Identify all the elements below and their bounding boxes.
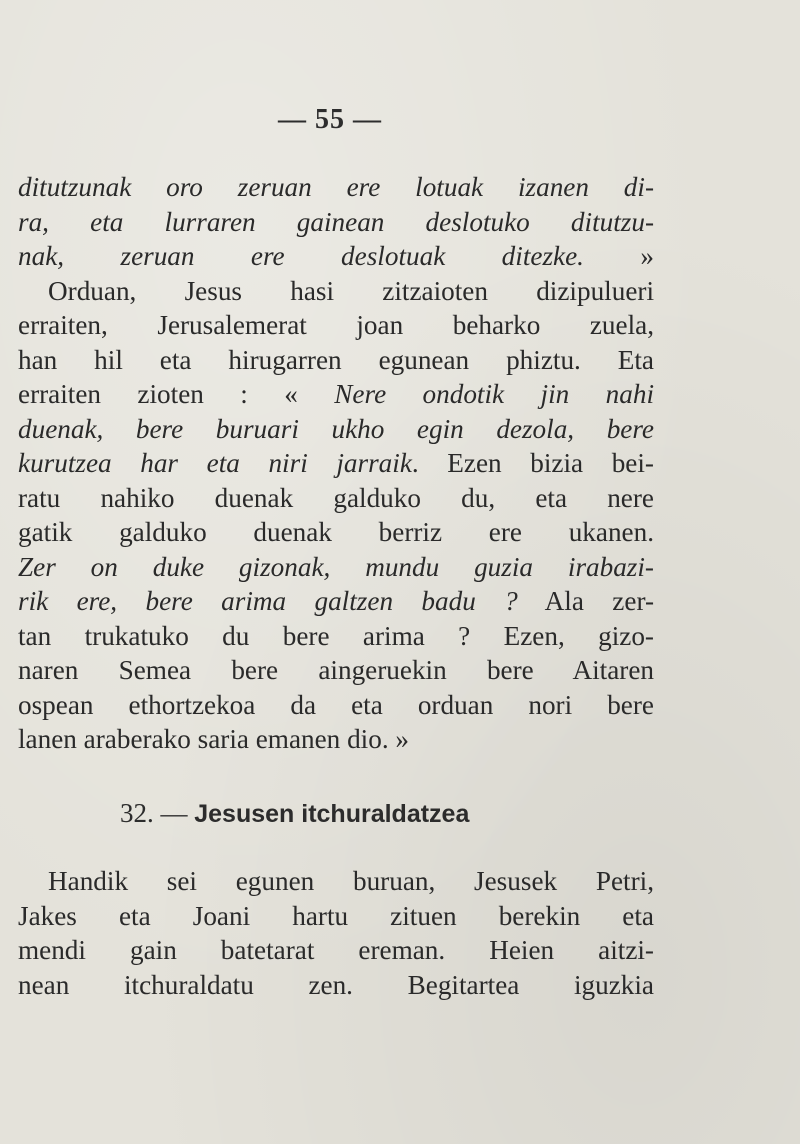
- italic-text: rik ere, bere arima galtzen badu ?: [18, 586, 518, 616]
- text-segment: han hil eta hirugarren egunean phiztu. Eta: [18, 344, 654, 375]
- italic-text: duenak, bere buruari ukho egin dezola, bere: [18, 413, 654, 444]
- italic-text: ra, eta lurraren gainean deslotuko ditutzu-: [18, 206, 654, 237]
- text-segment: naren Semea bere aingeruekin bere Aitaren: [18, 655, 654, 685]
- text-line: [18, 722, 654, 757]
- text-line: [18, 584, 654, 619]
- paragraph-2: [18, 864, 654, 1002]
- text-segment: erraiten, Jerusalemerat joan beharko zuela,: [18, 310, 654, 340]
- text-line: [18, 688, 654, 723]
- text-segment: Ala zer-: [517, 586, 655, 616]
- text-segment: tan trukatuko du bere arima ? Ezen, gizo-: [18, 620, 654, 651]
- text-line: [18, 308, 654, 343]
- text-segment: Orduan, Jesus hasi zitzaioten dizipulueri: [48, 275, 654, 306]
- text-segment: gatik galduko duenak berriz ere ukanen.: [18, 517, 654, 547]
- text-segment: Handik sei egunen buruan, Jesusek Petri,: [48, 866, 654, 896]
- text-line: [18, 899, 654, 934]
- text-line: [18, 619, 654, 654]
- text-line: [18, 864, 654, 899]
- text-segment: . Ezen bizia bei-: [411, 448, 654, 478]
- text-line: [18, 343, 654, 378]
- text-line: [18, 933, 654, 968]
- text-line: [18, 653, 654, 688]
- text-segment: erraiten zioten : «: [18, 379, 335, 409]
- italic-text: Zer on duke gizonak, mundu guzia irabazi-: [18, 551, 654, 582]
- text-segment: Jakes eta Joani hartu zituen berekin eta: [18, 900, 654, 931]
- page-number: — 55 —: [278, 104, 382, 135]
- section-title: Jesusen itchuraldatzea: [194, 800, 470, 828]
- italic-text: kurutzea har eta niri jarraik: [18, 448, 412, 478]
- text-line: [18, 550, 654, 585]
- paragraph-1: [18, 170, 654, 757]
- italic-text: Nere ondotik jin nahi: [334, 379, 654, 409]
- text-segment: ratu nahiko duenak galduko du, eta nere: [18, 482, 654, 513]
- text-line: [18, 515, 654, 550]
- text-line: [18, 481, 654, 516]
- text-segment: lanen araberako saria emanen dio. »: [18, 724, 410, 754]
- text-line: [18, 239, 654, 274]
- text-line: [18, 377, 654, 412]
- text-segment: ospean ethortzekoa da eta orduan nori bere: [18, 689, 654, 720]
- text-segment: mendi gain batetarat ereman. Heien aitzi-: [18, 935, 654, 965]
- italic-text: ditutzunak oro zeruan ere lotuak izanen di-: [18, 172, 654, 202]
- section-number: 32. —: [120, 798, 188, 828]
- text-line: [18, 274, 654, 309]
- text-segment: »: [583, 241, 654, 271]
- text-line: [18, 968, 654, 1003]
- text-segment: nean itchuraldatu zen. Begitartea iguzkia: [18, 969, 654, 1000]
- text-line: [18, 446, 654, 481]
- text-line: [18, 170, 654, 205]
- text-line: [18, 412, 654, 447]
- section-heading: [120, 798, 469, 829]
- text-line: [18, 205, 654, 240]
- italic-text: nak, zeruan ere deslotuak ditezke.: [18, 241, 584, 271]
